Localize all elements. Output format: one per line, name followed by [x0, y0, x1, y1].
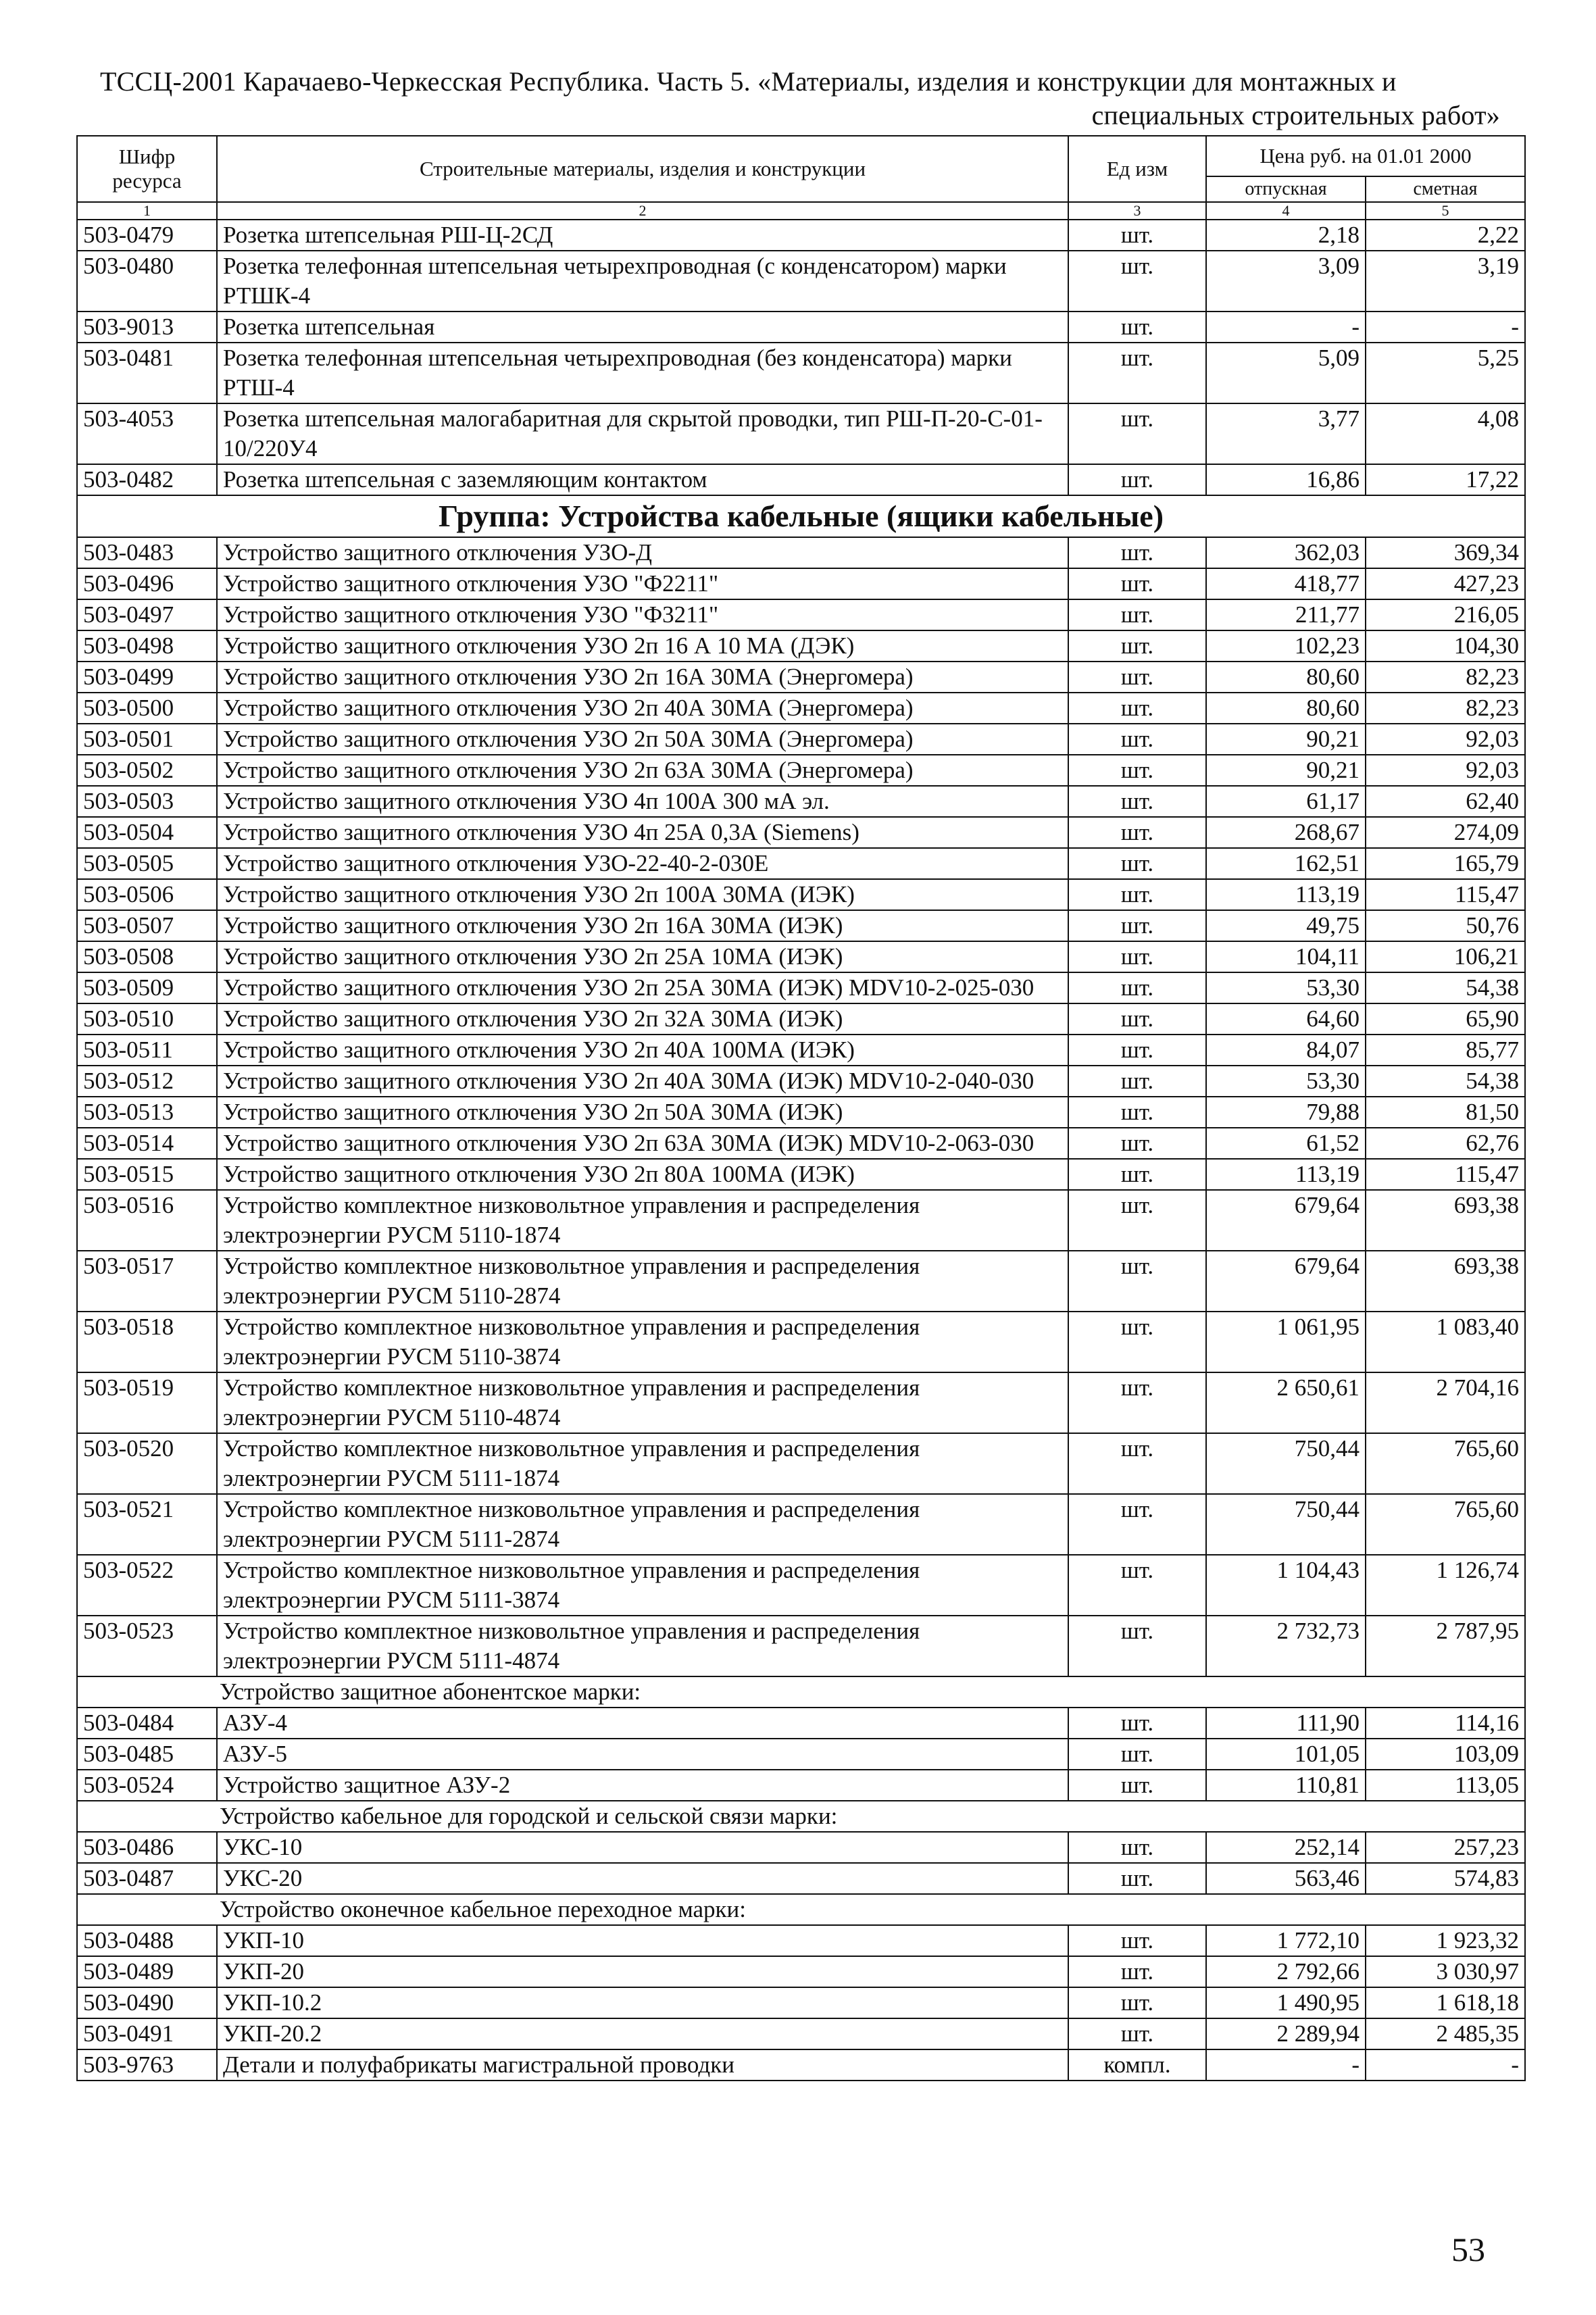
- item-name: Детали и полуфабрикаты магистральной проводки: [217, 2049, 1068, 2081]
- resource-code: 503-0507: [77, 910, 217, 941]
- price-estimate: 1 618,18: [1366, 1987, 1525, 2018]
- price-release: 64,60: [1206, 1003, 1366, 1035]
- resource-code: 503-0496: [77, 568, 217, 599]
- item-name: Устройство защитного отключения УЗО-22-40-2-030Е: [217, 848, 1068, 879]
- resource-code: 503-0524: [77, 1770, 217, 1801]
- table-row: [77, 1372, 1525, 1433]
- unit: шт.: [1068, 693, 1206, 724]
- item-name: Устройство защитного отключения УЗО "Ф2211": [217, 568, 1068, 599]
- table-row: [77, 941, 1525, 972]
- price-estimate: 106,21: [1366, 941, 1525, 972]
- unit: шт.: [1068, 786, 1206, 817]
- item-name: Устройство защитного отключения УЗО-Д: [217, 537, 1068, 568]
- resource-code: 503-0485: [77, 1739, 217, 1770]
- price-estimate: 693,38: [1366, 1251, 1525, 1312]
- price-release: 61,17: [1206, 786, 1366, 817]
- price-estimate: 274,09: [1366, 817, 1525, 848]
- price-release: 679,64: [1206, 1251, 1366, 1312]
- price-release: 110,81: [1206, 1770, 1366, 1801]
- table-row: [77, 1987, 1525, 2018]
- table-row: [77, 848, 1525, 879]
- item-name: УКП-20: [217, 1956, 1068, 1987]
- table-row: [77, 1956, 1525, 1987]
- header-line-2: специальных строительных работ»: [1091, 100, 1500, 130]
- item-name: Устройство комплектное низковольтное управления и распределения электроэнергии РУСМ 5110-2874: [217, 1251, 1068, 1312]
- price-estimate: 85,77: [1366, 1035, 1525, 1066]
- col-number: 3: [1068, 202, 1206, 220]
- resource-code: 503-0515: [77, 1159, 217, 1190]
- table-row: [77, 599, 1525, 630]
- unit: шт.: [1068, 817, 1206, 848]
- table-row: [77, 1863, 1525, 1894]
- unit: шт.: [1068, 1159, 1206, 1190]
- price-estimate: 4,08: [1366, 403, 1525, 464]
- unit: шт.: [1068, 251, 1206, 312]
- price-release: 101,05: [1206, 1739, 1366, 1770]
- unit: шт.: [1068, 724, 1206, 755]
- resource-code: 503-0516: [77, 1190, 217, 1251]
- resource-code: 503-0504: [77, 817, 217, 848]
- unit: шт.: [1068, 941, 1206, 972]
- resource-code: 503-0501: [77, 724, 217, 755]
- item-name: Устройство комплектное низковольтное управления и распределения электроэнергии РУСМ 5111-1874: [217, 1433, 1068, 1494]
- unit: шт.: [1068, 343, 1206, 403]
- price-release: 102,23: [1206, 630, 1366, 662]
- unit: шт.: [1068, 1433, 1206, 1494]
- table-row: [77, 817, 1525, 848]
- table-row: [77, 1555, 1525, 1616]
- price-release: 2 289,94: [1206, 2018, 1366, 2049]
- price-release: -: [1206, 2049, 1366, 2081]
- price-estimate: 62,40: [1366, 786, 1525, 817]
- table-row: [77, 755, 1525, 786]
- price-estimate: 114,16: [1366, 1708, 1525, 1739]
- resource-code: 503-0523: [77, 1616, 217, 1676]
- unit: шт.: [1068, 1003, 1206, 1035]
- table-row: [77, 1251, 1525, 1312]
- unit: шт.: [1068, 1035, 1206, 1066]
- item-name: Устройство защитного отключения УЗО 4п 25А 0,3А (Siemens): [217, 817, 1068, 848]
- col-header-name: Строительные материалы, изделия и конструкции: [217, 136, 1068, 202]
- price-release: 5,09: [1206, 343, 1366, 403]
- item-name: Розетка телефонная штепсельная четырехпроводная (без конденсатора) марки РТШ-4: [217, 343, 1068, 403]
- item-name: Устройство защитного отключения УЗО 2п 40А 30МА (ИЭК) MDV10-2-040-030: [217, 1066, 1068, 1097]
- price-estimate: 1 083,40: [1366, 1312, 1525, 1372]
- table-row: [77, 630, 1525, 662]
- unit: шт.: [1068, 755, 1206, 786]
- resource-code: 503-0486: [77, 1832, 217, 1863]
- price-estimate: 82,23: [1366, 662, 1525, 693]
- price-release: 162,51: [1206, 848, 1366, 879]
- price-release: 53,30: [1206, 1066, 1366, 1097]
- price-release: 80,60: [1206, 662, 1366, 693]
- price-estimate: 81,50: [1366, 1097, 1525, 1128]
- item-name: Устройство комплектное низковольтное управления и распределения электроэнергии РУСМ 5110-3874: [217, 1312, 1068, 1372]
- item-name: Розетка штепсельная малогабаритная для скрытой проводки, тип РШ-П-20-С-01-10/220У4: [217, 403, 1068, 464]
- col-header-code: Шифр ресурса: [77, 136, 217, 202]
- item-name: УКП-10.2: [217, 1987, 1068, 2018]
- item-name: УКС-10: [217, 1832, 1068, 1863]
- resource-code: 503-0498: [77, 630, 217, 662]
- unit: шт.: [1068, 1312, 1206, 1372]
- price-estimate: 257,23: [1366, 1832, 1525, 1863]
- price-estimate: 115,47: [1366, 879, 1525, 910]
- unit: шт.: [1068, 599, 1206, 630]
- resource-code: 503-0521: [77, 1494, 217, 1555]
- resource-code: 503-0509: [77, 972, 217, 1003]
- price-release: 3,77: [1206, 403, 1366, 464]
- price-release: 1 490,95: [1206, 1987, 1366, 2018]
- resource-code: 503-0497: [77, 599, 217, 630]
- table-row: [77, 724, 1525, 755]
- price-estimate: -: [1366, 2049, 1525, 2081]
- resource-code: 503-0490: [77, 1987, 217, 2018]
- item-name: Устройство защитного отключения УЗО 2п 100А 30МА (ИЭК): [217, 879, 1068, 910]
- table-row: [77, 662, 1525, 693]
- resource-code: 503-0484: [77, 1708, 217, 1739]
- price-estimate: 82,23: [1366, 693, 1525, 724]
- resource-code: 503-0511: [77, 1035, 217, 1066]
- table-row: [77, 1312, 1525, 1372]
- resource-code: 503-0520: [77, 1433, 217, 1494]
- subgroup-title: [77, 1894, 1525, 1925]
- price-release: 1 772,10: [1206, 1925, 1366, 1956]
- price-estimate: -: [1366, 312, 1525, 343]
- price-release: 2 792,66: [1206, 1956, 1366, 1987]
- price-estimate: 1 923,32: [1366, 1925, 1525, 1956]
- col-header-unit: Ед изм: [1068, 136, 1206, 202]
- table-row: [77, 1066, 1525, 1097]
- unit: шт.: [1068, 662, 1206, 693]
- price-release: 104,11: [1206, 941, 1366, 972]
- price-estimate: 104,30: [1366, 630, 1525, 662]
- table-row: [77, 879, 1525, 910]
- unit: шт.: [1068, 1616, 1206, 1676]
- item-name: Устройство защитного отключения УЗО 2п 16А 30МА (Энергомера): [217, 662, 1068, 693]
- price-estimate: 50,76: [1366, 910, 1525, 941]
- item-name: УКП-20.2: [217, 2018, 1068, 2049]
- table-row: [77, 693, 1525, 724]
- resource-code: 503-0505: [77, 848, 217, 879]
- group-title-text: Группа: Устройства кабельные (ящики кабельные): [77, 495, 1525, 537]
- item-name: Устройство защитного отключения УЗО 2п 40А 30МА (Энергомера): [217, 693, 1068, 724]
- price-release: 1 061,95: [1206, 1312, 1366, 1372]
- price-estimate: 62,76: [1366, 1128, 1525, 1159]
- price-release: 111,90: [1206, 1708, 1366, 1739]
- unit: шт.: [1068, 879, 1206, 910]
- item-name: Устройство защитное АЗУ-2: [217, 1770, 1068, 1801]
- table-row: [77, 1128, 1525, 1159]
- resource-code: 503-0519: [77, 1372, 217, 1433]
- subgroup-title-text: Устройство оконечное кабельное переходное марки:: [77, 1894, 1525, 1925]
- item-name: Устройство комплектное низковольтное управления и распределения электроэнергии РУСМ 5111-3874: [217, 1555, 1068, 1616]
- price-release: 61,52: [1206, 1128, 1366, 1159]
- table-row: [77, 343, 1525, 403]
- table-row: [77, 1003, 1525, 1035]
- table-row: [77, 568, 1525, 599]
- col-header-price: Цена руб. на 01.01 2000: [1206, 136, 1525, 176]
- price-release: 16,86: [1206, 464, 1366, 495]
- unit: шт.: [1068, 1708, 1206, 1739]
- item-name: Устройство защитного отключения УЗО 2п 16 А 10 МА (ДЭК): [217, 630, 1068, 662]
- resource-code: 503-0499: [77, 662, 217, 693]
- resource-code: 503-0491: [77, 2018, 217, 2049]
- resource-code: 503-9763: [77, 2049, 217, 2081]
- table-row: [77, 972, 1525, 1003]
- unit: шт.: [1068, 1863, 1206, 1894]
- unit: шт.: [1068, 1956, 1206, 1987]
- table-row: [77, 1770, 1525, 1801]
- unit: шт.: [1068, 1925, 1206, 1956]
- price-release: 1 104,43: [1206, 1555, 1366, 1616]
- subgroup-title-text: Устройство защитное абонентское марки:: [77, 1676, 1525, 1708]
- table-row: [77, 1616, 1525, 1676]
- table-row: [77, 1190, 1525, 1251]
- price-estimate: 2 704,16: [1366, 1372, 1525, 1433]
- price-estimate: 115,47: [1366, 1159, 1525, 1190]
- item-name: АЗУ-5: [217, 1739, 1068, 1770]
- price-release: 79,88: [1206, 1097, 1366, 1128]
- unit: шт.: [1068, 1987, 1206, 2018]
- price-release: 563,46: [1206, 1863, 1366, 1894]
- resource-code: 503-0518: [77, 1312, 217, 1372]
- item-name: Устройство защитного отключения УЗО 2п 80А 100МА (ИЭК): [217, 1159, 1068, 1190]
- item-name: Устройство защитного отключения УЗО 2п 25А 30МА (ИЭК) MDV10-2-025-030: [217, 972, 1068, 1003]
- unit: шт.: [1068, 1555, 1206, 1616]
- price-estimate: 427,23: [1366, 568, 1525, 599]
- resource-code: 503-0517: [77, 1251, 217, 1312]
- item-name: УКС-20: [217, 1863, 1068, 1894]
- price-release: 49,75: [1206, 910, 1366, 941]
- table-row: [77, 1159, 1525, 1190]
- price-estimate: 92,03: [1366, 724, 1525, 755]
- item-name: Устройство защитного отключения УЗО 2п 25А 10МА (ИЭК): [217, 941, 1068, 972]
- header-line-1: ТССЦ-2001 Карачаево-Черкесская Республика. Часть 5. «Материалы, изделия и конструкции для монтажных и: [100, 66, 1397, 97]
- price-estimate: 3 030,97: [1366, 1956, 1525, 1987]
- unit: шт.: [1068, 537, 1206, 568]
- unit: шт.: [1068, 1832, 1206, 1863]
- subgroup-title: [77, 1801, 1525, 1832]
- item-name: Устройство защитного отключения УЗО 2п 32А 30МА (ИЭК): [217, 1003, 1068, 1035]
- item-name: Устройство защитного отключения УЗО 2п 63А 30МА (Энергомера): [217, 755, 1068, 786]
- resource-code: 503-0522: [77, 1555, 217, 1616]
- resource-code: 503-0514: [77, 1128, 217, 1159]
- resource-code: 503-0502: [77, 755, 217, 786]
- price-table: [76, 135, 1526, 2081]
- resource-code: 503-0488: [77, 1925, 217, 1956]
- price-estimate: 3,19: [1366, 251, 1525, 312]
- item-name: Устройство защитного отключения УЗО 2п 63А 30МА (ИЭК) MDV10-2-063-030: [217, 1128, 1068, 1159]
- table-row: [77, 2049, 1525, 2081]
- price-release: 2,18: [1206, 220, 1366, 251]
- table-row: [77, 464, 1525, 495]
- unit: шт.: [1068, 403, 1206, 464]
- price-release: 2 732,73: [1206, 1616, 1366, 1676]
- table-row: [77, 1097, 1525, 1128]
- item-name: АЗУ-4: [217, 1708, 1068, 1739]
- price-release: 750,44: [1206, 1433, 1366, 1494]
- price-estimate: 165,79: [1366, 848, 1525, 879]
- price-release: 3,09: [1206, 251, 1366, 312]
- unit: шт.: [1068, 1097, 1206, 1128]
- unit: шт.: [1068, 220, 1206, 251]
- resource-code: 503-0482: [77, 464, 217, 495]
- price-estimate: 574,83: [1366, 1863, 1525, 1894]
- unit: шт.: [1068, 910, 1206, 941]
- table-row: [77, 1035, 1525, 1066]
- resource-code: 503-0483: [77, 537, 217, 568]
- col-header-release: отпускная: [1206, 176, 1366, 202]
- table-row: [77, 786, 1525, 817]
- item-name: Устройство защитного отключения УЗО "Ф3211": [217, 599, 1068, 630]
- table-row: [77, 1433, 1525, 1494]
- resource-code: 503-9013: [77, 312, 217, 343]
- price-estimate: 17,22: [1366, 464, 1525, 495]
- item-name: УКП-10: [217, 1925, 1068, 1956]
- price-release: 268,67: [1206, 817, 1366, 848]
- table-row: [77, 403, 1525, 464]
- group-title: [77, 495, 1525, 537]
- price-release: 53,30: [1206, 972, 1366, 1003]
- table-row: [77, 1832, 1525, 1863]
- resource-code: 503-0489: [77, 1956, 217, 1987]
- unit: компл.: [1068, 2049, 1206, 2081]
- price-release: 90,21: [1206, 755, 1366, 786]
- price-release: 418,77: [1206, 568, 1366, 599]
- price-estimate: 92,03: [1366, 755, 1525, 786]
- item-name: Устройство защитного отключения УЗО 2п 50А 30МА (ИЭК): [217, 1097, 1068, 1128]
- resource-code: 503-0512: [77, 1066, 217, 1097]
- resource-code: 503-0487: [77, 1863, 217, 1894]
- resource-code: 503-0513: [77, 1097, 217, 1128]
- unit: шт.: [1068, 1128, 1206, 1159]
- price-release: 362,03: [1206, 537, 1366, 568]
- resource-code: 503-0510: [77, 1003, 217, 1035]
- item-name: Розетка штепсельная РШ-Ц-2СД: [217, 220, 1068, 251]
- unit: шт.: [1068, 1251, 1206, 1312]
- unit: шт.: [1068, 1066, 1206, 1097]
- resource-code: 503-0479: [77, 220, 217, 251]
- col-number: 4: [1206, 202, 1366, 220]
- item-name: Устройство защитного отключения УЗО 2п 50А 30МА (Энергомера): [217, 724, 1068, 755]
- price-release: 113,19: [1206, 879, 1366, 910]
- resource-code: 503-0481: [77, 343, 217, 403]
- table-row: [77, 537, 1525, 568]
- unit: шт.: [1068, 1190, 1206, 1251]
- price-estimate: 103,09: [1366, 1739, 1525, 1770]
- price-release: 2 650,61: [1206, 1372, 1366, 1433]
- table-row: [77, 2018, 1525, 2049]
- price-estimate: 369,34: [1366, 537, 1525, 568]
- price-estimate: 765,60: [1366, 1494, 1525, 1555]
- resource-code: 503-4053: [77, 403, 217, 464]
- item-name: Розетка телефонная штепсельная четырехпроводная (с конденсатором) марки РТШК-4: [217, 251, 1068, 312]
- price-estimate: 54,38: [1366, 1066, 1525, 1097]
- col-number: 1: [77, 202, 217, 220]
- table-row: [77, 220, 1525, 251]
- price-release: 113,19: [1206, 1159, 1366, 1190]
- page-header: [81, 65, 1500, 132]
- resource-code: 503-0508: [77, 941, 217, 972]
- price-release: 750,44: [1206, 1494, 1366, 1555]
- resource-code: 503-0500: [77, 693, 217, 724]
- table-row: [77, 1925, 1525, 1956]
- unit: шт.: [1068, 1770, 1206, 1801]
- table-row: [77, 312, 1525, 343]
- price-estimate: 2 485,35: [1366, 2018, 1525, 2049]
- col-header-estimate: сметная: [1366, 176, 1525, 202]
- price-estimate: 54,38: [1366, 972, 1525, 1003]
- subgroup-title: [77, 1676, 1525, 1708]
- price-estimate: 216,05: [1366, 599, 1525, 630]
- table-row: [77, 910, 1525, 941]
- price-estimate: 1 126,74: [1366, 1555, 1525, 1616]
- unit: шт.: [1068, 848, 1206, 879]
- table-row: [77, 1494, 1525, 1555]
- unit: шт.: [1068, 312, 1206, 343]
- item-name: Устройство комплектное низковольтное управления и распределения электроэнергии РУСМ 5111-4874: [217, 1616, 1068, 1676]
- item-name: Устройство защитного отключения УЗО 2п 40А 100МА (ИЭК): [217, 1035, 1068, 1066]
- price-release: 90,21: [1206, 724, 1366, 755]
- price-estimate: 693,38: [1366, 1190, 1525, 1251]
- item-name: Устройство комплектное низковольтное управления и распределения электроэнергии РУСМ 5110-1874: [217, 1190, 1068, 1251]
- resource-code: 503-0506: [77, 879, 217, 910]
- col-number: 2: [217, 202, 1068, 220]
- unit: шт.: [1068, 1739, 1206, 1770]
- price-estimate: 65,90: [1366, 1003, 1525, 1035]
- unit: шт.: [1068, 972, 1206, 1003]
- price-release: -: [1206, 312, 1366, 343]
- resource-code: 503-0480: [77, 251, 217, 312]
- price-release: 84,07: [1206, 1035, 1366, 1066]
- item-name: Розетка штепсельная с заземляющим контактом: [217, 464, 1068, 495]
- price-release: 252,14: [1206, 1832, 1366, 1863]
- resource-code: 503-0503: [77, 786, 217, 817]
- price-release: 679,64: [1206, 1190, 1366, 1251]
- unit: шт.: [1068, 630, 1206, 662]
- price-estimate: 2,22: [1366, 220, 1525, 251]
- unit: шт.: [1068, 2018, 1206, 2049]
- item-name: Устройство защитного отключения УЗО 2п 16А 30МА (ИЭК): [217, 910, 1068, 941]
- price-estimate: 2 787,95: [1366, 1616, 1525, 1676]
- unit: шт.: [1068, 1372, 1206, 1433]
- page-number: 53: [1451, 2231, 1485, 2268]
- price-estimate: 765,60: [1366, 1433, 1525, 1494]
- price-release: 80,60: [1206, 693, 1366, 724]
- unit: шт.: [1068, 1494, 1206, 1555]
- table-row: [77, 251, 1525, 312]
- price-release: 211,77: [1206, 599, 1366, 630]
- subgroup-title-text: Устройство кабельное для городской и сельской связи марки:: [77, 1801, 1525, 1832]
- item-name: Устройство комплектное низковольтное управления и распределения электроэнергии РУСМ 5110-4874: [217, 1372, 1068, 1433]
- table-row: [77, 1739, 1525, 1770]
- unit: шт.: [1068, 464, 1206, 495]
- item-name: Устройство защитного отключения УЗО 4п 100А 300 мА эл.: [217, 786, 1068, 817]
- item-name: Устройство комплектное низковольтное управления и распределения электроэнергии РУСМ 5111-2874: [217, 1494, 1068, 1555]
- price-estimate: 5,25: [1366, 343, 1525, 403]
- unit: шт.: [1068, 568, 1206, 599]
- table-row: [77, 1708, 1525, 1739]
- price-estimate: 113,05: [1366, 1770, 1525, 1801]
- item-name: Розетка штепсельная: [217, 312, 1068, 343]
- col-number: 5: [1366, 202, 1525, 220]
